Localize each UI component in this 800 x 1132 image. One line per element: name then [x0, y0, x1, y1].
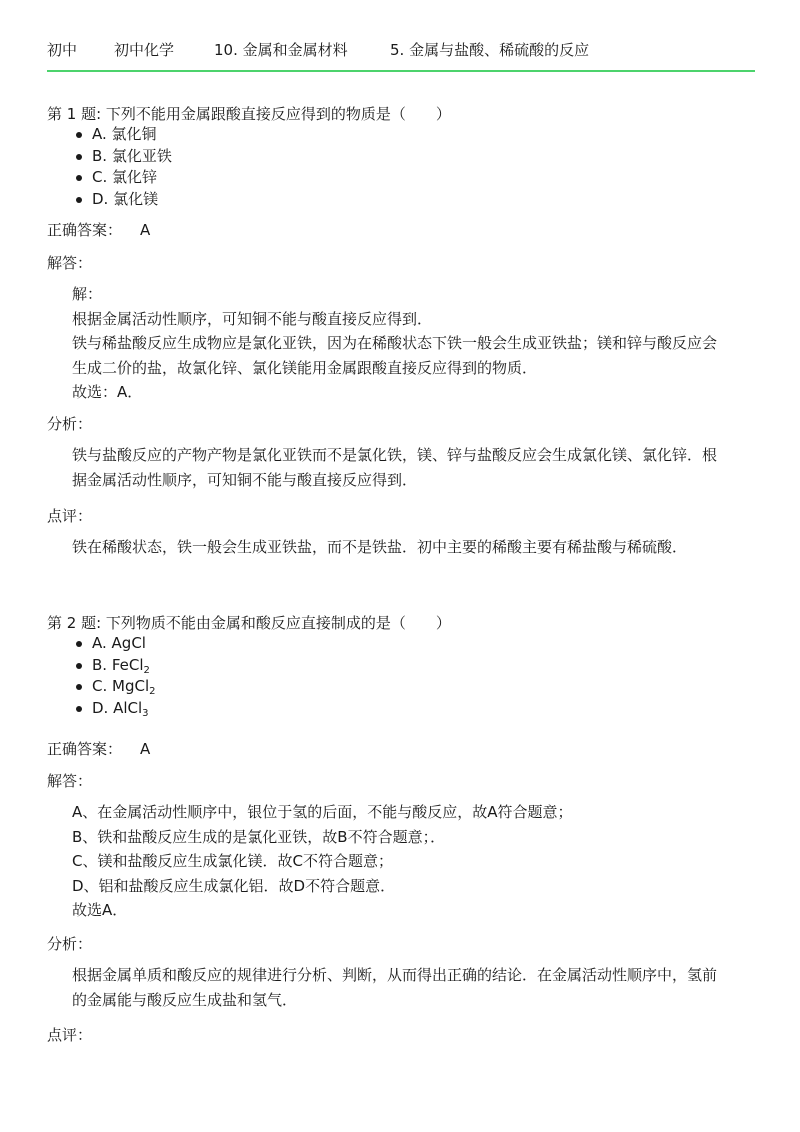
correct-answer-label: 正确答案：: [47, 221, 123, 239]
question-1-title: 第 1 题: 下列不能用金属跟酸直接反应得到的物质是（ ）: [47, 105, 451, 123]
correct-answer-row: [47, 219, 150, 240]
analysis-label: 分析：: [47, 935, 93, 953]
comment-label: 点评：: [47, 507, 93, 525]
option-c[interactable]: C. 氯化锌: [76, 167, 172, 189]
option-b[interactable]: B. FeCl$_2$: [76, 655, 156, 677]
explanation-line: C、镁和盐酸反应生成氯化镁．故C不符合题意；: [72, 852, 393, 870]
option-a[interactable]: A. AgCl: [76, 633, 156, 655]
correct-answer-value: A: [140, 740, 151, 758]
question-2-options: [76, 633, 156, 719]
question-2-title: 第 2 题: 下列物质不能由金属和酸反应直接制成的是（ ）: [47, 614, 451, 632]
explanation-line: A、在金属活动性顺序中，银位于氢的后面，不能与酸反应，故A符合题意；: [72, 803, 573, 821]
option-b[interactable]: B. 氯化亚铁: [76, 146, 172, 168]
correct-answer-label: 正确答案：: [47, 740, 123, 758]
correct-answer-row: [47, 738, 150, 759]
comment-text: 铁在稀酸状态，铁一般会生成亚铁盐，而不是铁盐．初中主要的稀酸主要有稀盐酸与稀硫酸．: [72, 538, 688, 556]
analysis-label: 分析：: [47, 415, 93, 433]
option-c[interactable]: C. MgCl$_2$: [76, 676, 156, 698]
correct-answer-value: A: [140, 221, 151, 239]
explanation-text: [72, 800, 728, 923]
analysis-text: 铁与盐酸反应的产物产物是氯化亚铁而不是氯化铁，镁、锌与盐酸反应会生成氯化镁、氯化锌．根据金属活动性顺序，可知铜不能与酸直接反应得到．: [72, 446, 718, 489]
breadcrumb: [47, 38, 755, 72]
question-1-options: [76, 124, 172, 210]
breadcrumb-level[interactable]: 初中: [47, 41, 78, 59]
explanation-label: 解答：: [47, 772, 93, 790]
breadcrumb-subject[interactable]: 初中化学: [114, 41, 175, 59]
explanation-text: [72, 282, 728, 405]
explanation-line: 故选：A．: [72, 383, 143, 401]
explanation-line: 根据金属活动性顺序，可知铜不能与酸直接反应得到．: [72, 309, 433, 328]
explanation-label: 解答：: [47, 254, 93, 272]
explanation-line: B、铁和盐酸反应生成的是氯化亚铁，故B不符合题意；．: [72, 827, 446, 846]
option-d[interactable]: D. 氯化镁: [76, 189, 172, 211]
analysis-text: 根据金属单质和酸反应的规律进行分析、判断，从而得出正确的结论．在金属活动性顺序中，氢前的金属能与酸反应生成盐和氢气．: [72, 966, 718, 1009]
explanation-line: 铁与稀盐酸反应生成物应是氯化亚铁，因为在稀酸状态下铁一般会生成亚铁盐；镁和锌与酸反应会生成二价的盐，故氯化锌、氯化镁能用金属跟酸直接反应得到的物质．: [72, 334, 718, 377]
explanation-line: D、铝和盐酸反应生成氯化铝．故D不符合题意．: [72, 876, 396, 895]
comment-label: 点评：: [47, 1026, 93, 1044]
breadcrumb-section[interactable]: 5. 金属与盐酸、稀硫酸的反应: [390, 41, 590, 59]
explanation-line: 故选A．: [72, 901, 128, 919]
breadcrumb-chapter[interactable]: 10. 金属和金属材料: [214, 41, 348, 59]
option-a[interactable]: A. 氯化铜: [76, 124, 172, 146]
option-d[interactable]: D. AlCl$_3$: [76, 698, 156, 720]
explanation-line: 解：: [72, 285, 103, 303]
